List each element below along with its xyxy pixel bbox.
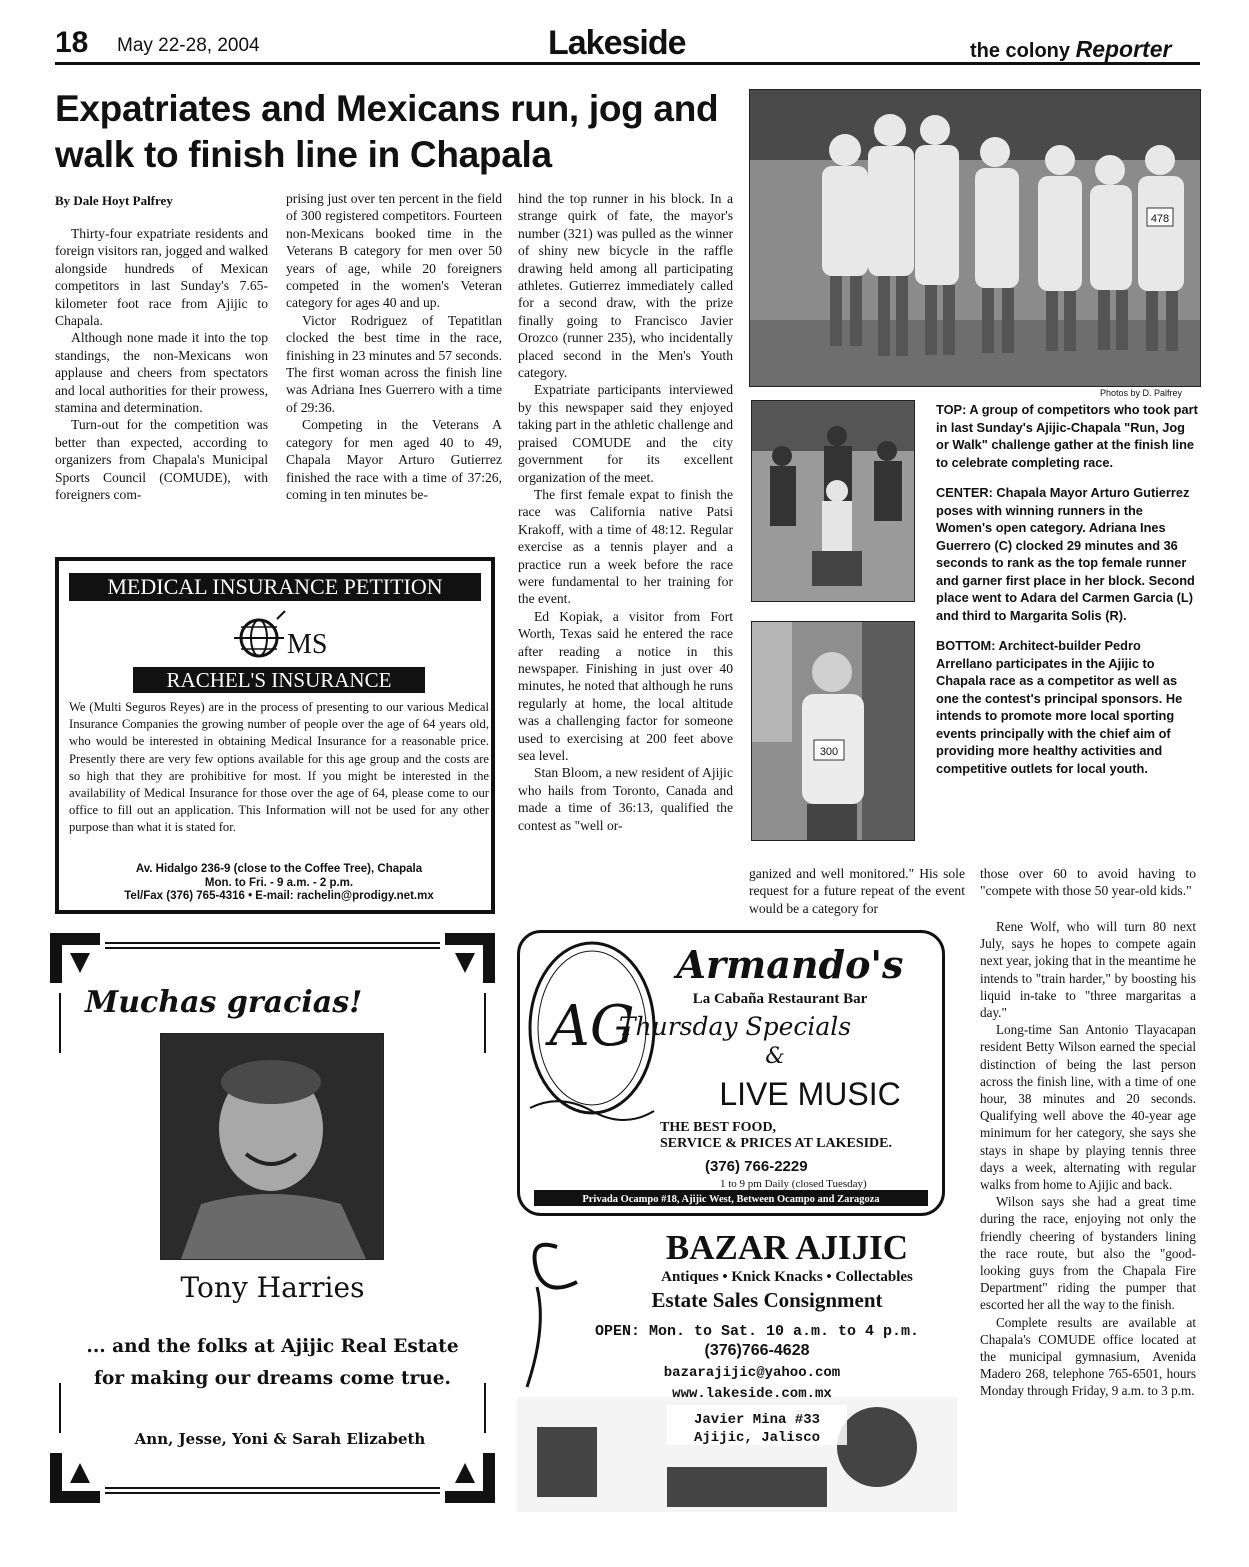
medical-insurance-ad <box>55 557 495 914</box>
paragraph: Rene Wolf, who will turn 80 next July, says he hopes to compete again next year, joking that in the meantime he intends to "train harder," by boosting his liquid in-take to "three margaritas a day." <box>980 919 1196 1021</box>
paragraph: Stan Bloom, a new resident of Ajijic who hails from Toronto, Canada and made a time of 36:13, qualified the contest as "well or- <box>518 765 733 833</box>
restaurant-address: Privada Ocampo #18, Ajijic West, Between Ocampo and Zaragoza <box>582 1194 880 1205</box>
paragraph: Turn-out for the competition was better than expected, according to organizers from Chapala's Municipal Sports Council (COMUDE), with foreigners com- <box>55 417 268 503</box>
paragraph: Ed Kopiak, a visitor from Fort Worth, Texas said he entered the race after reading a notice in this newspaper. Finishing in just over 40 minutes, he noted that although he runs regularly at home, the local altitude was a challenging factor for someone used to exercising at 200 feet above sea level. <box>518 608 733 763</box>
thank-you-ad <box>50 933 495 1503</box>
paragraph: Victor Rodriguez of Tepatitlan clocked the best time in the race, finishing in 23 minutes and 57 seconds. The first woman across the finish line was Adriana Ines Guerrero with a time of 29:36. <box>286 312 502 415</box>
bazar-web: www.lakeside.com.mx <box>672 1386 832 1402</box>
caption-center: CENTER: Chapala Mayor Arturo Gutierrez poses with winning runners in the Women's open category. Adriana Ines Guerrero (C) clocked 29 minutes and 36 seconds to rank as the top female runner and garner first place in her block. Second place went to Adara del Carmen Garcia (L) and third to Margarita Solis (R). <box>936 485 1195 623</box>
header-rule <box>55 62 1200 65</box>
caption-bottom: BOTTOM: Architect-builder Pedro Arrellano participates in the Ajijic to Chapala race as a competitor as well as one the contest's principal sponsors. He intends to promote more local sporting events principally with the chief aim of providing more healthy activities and competitive outlets for local youth. <box>936 638 1183 776</box>
ms-globe-logo <box>229 609 339 667</box>
restaurant-phone: (376) 766-2229 <box>705 1158 808 1175</box>
ad-phone-email: Tel/Fax (376) 765-4316 • E-mail: rachelin@prodigy.net.mx <box>124 890 434 902</box>
article-column-4 <box>749 865 965 917</box>
bazar-email: bazarajijic@yahoo.com <box>663 1365 841 1381</box>
paragraph: Expatriate participants interviewed by this newspaper said they enjoyed taking part in the athletic challenge and praised COMUDE and the city government for its excellent organization of the meet. <box>518 382 733 485</box>
ad-hours: Mon. to Fri. - 9 a.m. - 2 p.m. <box>204 876 354 889</box>
tagline-1: THE BEST FOOD, <box>660 1120 777 1135</box>
bazar-items: Antiques • Knick Knacks • Collectables <box>661 1269 913 1285</box>
tony-harries-portrait <box>160 1033 384 1260</box>
paragraph: Competing in the Veterans A category for men aged 40 to 49, Chapala Mayor Arturo Gutierrez finished the race with a time of 37:26, coming in ten minutes be- <box>286 417 502 502</box>
specials: Thursday Specials <box>618 1012 852 1041</box>
article-column-1 <box>55 225 268 504</box>
article-column-2 <box>286 190 502 503</box>
paragraph: hind the top runner in his block. In a strange quirk of fate, the mayor's number (321) was pulled as the winner of shiny new bicycle in the raffle drawing held among all participating athletes. Gutierrez immediately called for a second draw, with the prize finally going to Francisco Javier Orozco (runner 235), who incidentally placed second in the Men's Youth category. <box>518 191 733 381</box>
amp: & <box>765 1044 785 1069</box>
tagline-2: SERVICE & PRICES AT LAKESIDE. <box>660 1136 892 1151</box>
ad-body: We (Multi Seguros Reyes) are in the process of presenting to our various Medical Insurance Companies the growing number of people over the age of 64 years old, who would be interested in obtaining Medical Insurance for a reasonable price. Presently there are very few options available for this age group and the costs are so high that they are prohibitive for most. If you might be interested in the availability of Medical Insurance for those over the age of 64, please come to our office to fill out an application. This Information will not be used for any other purpose than what it is stated for. <box>69 700 489 835</box>
live-music: LIVE MUSIC <box>719 1076 901 1112</box>
armandos-restaurant-ad <box>517 930 945 1216</box>
paragraph: Although none made it into the top standings, the non-Mexicans won applause and cheers from spectators and local authorities for their prowess, stamina and determination. <box>55 330 268 416</box>
photo-captions <box>936 401 1200 790</box>
bazar-address-1: Javier Mina #33 <box>693 1412 821 1428</box>
bazar-address-2: Ajijic, Jalisco <box>693 1430 821 1446</box>
restaurant-subtitle: La Cabaña Restaurant Bar <box>692 991 868 1007</box>
thanks-line-1: ... and the folks at Ajijic Real Estate <box>86 1336 459 1357</box>
thanks-title: Muchas gracias! <box>85 985 363 1020</box>
page-number: 18 <box>55 26 89 59</box>
photo-credit: Photos by D. Palfrey <box>1100 388 1183 398</box>
paragraph: Long-time San Antonio Tlayacapan resident Betty Wilson earned the special distinction of being the last person across the finish line, with a time of one hour, 38 minutes and 20 seconds. Qualifying well above the 40-year age minimum for her category, she says she stays in shape by playing tennis three days a week, alternating with regular walks from home to Ajijic and back. <box>980 1022 1196 1193</box>
paragraph: prising just over ten percent in the field of 300 registered competitors. Fourteen non-Mexicans booked time in the Veterans B category for men over 50 years of age, while 20 foreigners competed in the women's Veteran category for ages 40 and up. <box>286 191 502 311</box>
article-column-5 <box>980 918 1196 1400</box>
section-title: Lakeside <box>548 24 686 62</box>
paragraph: those over 60 to avoid having to "compete with those 50 year-old kids." <box>980 866 1196 899</box>
thanks-signature: Ann, Jesse, Yoni & Sarah Elizabeth <box>134 1430 426 1448</box>
ad-address: Av. Hidalgo 236-9 (close to the Coffee Tree), Chapala <box>135 863 423 875</box>
armandos-ad-graphic <box>520 933 942 1213</box>
photo-top-runners-group <box>749 89 1201 387</box>
paragraph: The first female expat to finish the race was California native Patsi Krakoff, with a time of 48:12. Regular exercise as a tennis player and a practice run a week before the race were fundamental to her training for the event. <box>518 486 733 607</box>
headline: Expatriates and Mexicans run, jog and walk to finish line in Chapala <box>55 88 719 175</box>
publication-title: Reporter <box>1075 36 1172 62</box>
ad-contact <box>69 863 489 904</box>
ad-company-name: RACHEL'S INSURANCE <box>133 667 425 693</box>
photo-bottom-pedro-arrellano <box>751 621 915 841</box>
thanks-line-2: for making our dreams come true. <box>94 1368 451 1389</box>
monogram: AG <box>549 994 635 1059</box>
caption-top: TOP: A group of competitors who took part in last Sunday's Ajijic-Chapala "Run, Jog or Walk" challenge gather at the finish line to celebrate completing race. <box>936 402 1198 470</box>
article-column-5-top <box>980 865 1196 900</box>
logo-text: MS <box>287 629 328 660</box>
bib-number-478: 478 <box>1150 213 1170 225</box>
byline: By Dale Hoyt Palfrey <box>55 193 173 208</box>
paragraph: Thirty-four expatriate residents and foreign visitors ran, jogged and walked alongside hundreds of Mexican competitors in last Sunday's 7.65-kilometer foot race from Ajijic to Chapala. <box>55 226 268 329</box>
bazar-hours: OPEN: Mon. to Sat. 10 a.m. to 4 p.m. <box>594 1323 920 1340</box>
thanks-name: Tony Harries <box>180 1271 365 1304</box>
paragraph: Complete results are available at Chapala's COMUDE office located at the municipal gymnasium, Avenida Madero 268, telephone 765-6501, hours Monday through Friday, 9 a.m. to 3 p.m. <box>980 1314 1196 1399</box>
article-column-3 <box>518 190 733 834</box>
ad-title: MEDICAL INSURANCE PETITION <box>69 573 481 601</box>
paragraph: ganized and well monitored." His sole request for a future repeat of the event would be a category for <box>749 866 965 916</box>
bazar-ajijic-ad <box>517 1227 957 1512</box>
publication-prefix: the colony <box>970 40 1071 62</box>
restaurant-hours: 1 to 9 pm Daily (closed Tuesday) <box>720 1178 867 1190</box>
restaurant-name: Armando's <box>676 942 904 987</box>
photo-center-winning-runners <box>751 400 915 602</box>
paragraph: Wilson says she had a great time during the race, enjoying not only the friendly cheering of bystanders lining the race route, but also the "good-looking guys from the Chapala Fire Department" riding the pumper that escorted her all the way to the finish. <box>980 1194 1196 1313</box>
publication-name <box>970 36 1171 63</box>
bib-number-300: 300 <box>819 746 839 758</box>
bazar-name: BAZAR AJIJIC <box>665 1228 909 1267</box>
bazar-ad-graphic <box>517 1227 957 1512</box>
bazar-phone: (376)766-4628 <box>704 1342 810 1359</box>
issue-date: May 22-28, 2004 <box>117 35 260 56</box>
thanks-message <box>50 1331 495 1395</box>
bazar-service: Estate Sales Consignment <box>651 1288 883 1312</box>
